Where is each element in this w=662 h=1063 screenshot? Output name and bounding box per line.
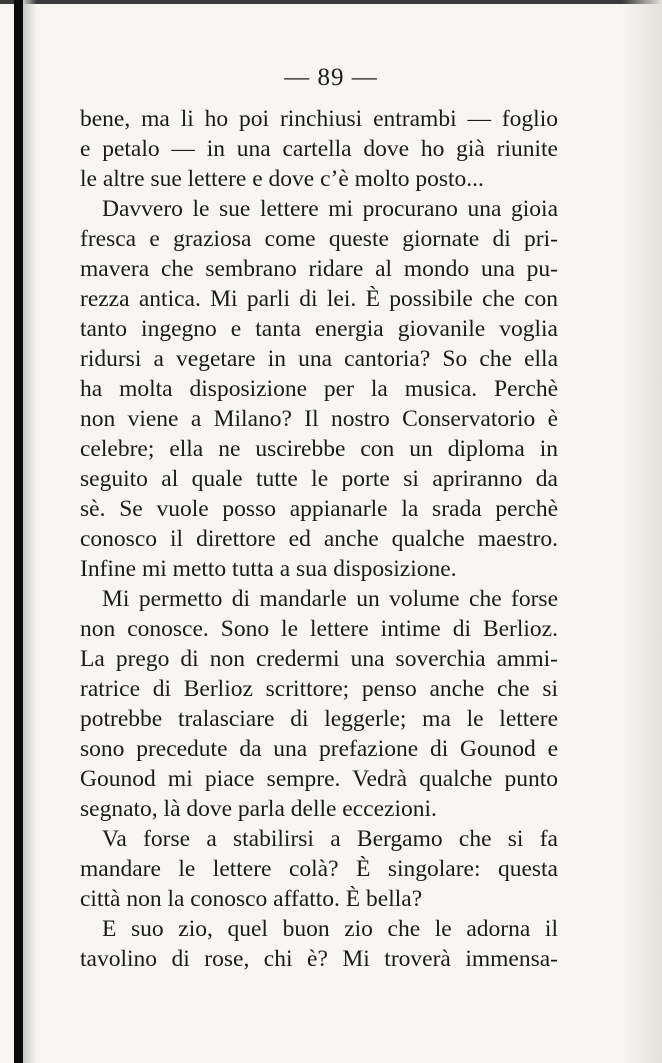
text-line: città non la conosco affatto. È bella? (80, 886, 423, 912)
text-line: tanto ingegno e tanta energia giovanile voglia (80, 316, 558, 342)
text-line: bene, ma li ho poi rinchiusi entrambi — foglio (80, 106, 558, 132)
text-line: E suo zio, quel buon zio che le adorna il (102, 916, 558, 942)
text-line: ha molta disposizione per la musica. Perchè (80, 376, 558, 402)
text-line: ridursi a vegetare in una cantoria? So che ella (80, 346, 558, 372)
text-line: le altre sue lettere e dove c’è molto posto... (80, 166, 484, 192)
text-line: Davvero le sue lettere mi procurano una gioia (102, 196, 558, 222)
text-line: fresca e graziosa come queste giornate di pri- (80, 226, 558, 252)
text-line: mandare le lettere colà? È singolare: questa (80, 856, 558, 882)
text-line: conosco il direttore ed anche qualche maestro. (80, 526, 558, 552)
text-line: tavolino di rose, chi è? Mi troverà immensa- (80, 946, 558, 972)
gutter-shade (23, 0, 37, 1063)
page-top-edge (0, 0, 662, 4)
text-line: mavera che sembrano ridare al mondo una pu- (80, 256, 558, 282)
text-line: seguito al quale tutte le porte si apriranno da (80, 466, 558, 492)
text-line: non viene a Milano? Il nostro Conservatorio è (80, 406, 558, 432)
text-line: ratrice di Berlioz scrittore; penso anche che si (80, 676, 558, 702)
text-line: e petalo — in una cartella dove ho già riunite (80, 136, 558, 162)
text-line: La prego di non credermi una soverchia ammi- (80, 646, 558, 672)
text-line: segnato, là dove parla delle eccezioni. (80, 796, 437, 822)
book-spine-shadow (14, 0, 23, 1063)
text-line: rezza antica. Mi parli di lei. È possibile che con (80, 286, 558, 312)
text-line: sono precedute da una prefazione di Gounod e (80, 736, 558, 762)
text-line: Va forse a stabilirsi a Bergamo che si fa (102, 826, 558, 852)
text-line: Mi permetto di mandarle un volume che forse (102, 586, 558, 612)
page-edge-shade (622, 0, 662, 1063)
text-line: celebre; ella ne uscirebbe con un diploma in (80, 436, 558, 462)
text-line: Gounod mi piace sempre. Vedrà qualche punto (80, 766, 558, 792)
text-line: Infine mi metto tutta a sua disposizione. (80, 556, 457, 582)
page-number: — 89 — (284, 64, 378, 91)
text-line: non conosce. Sono le lettere intime di Berlioz. (80, 616, 558, 642)
text-line: potrebbe tralasciare di leggerle; ma le lettere (80, 706, 558, 732)
text-line: sè. Se vuole posso appianarle la srada perchè (80, 496, 558, 522)
